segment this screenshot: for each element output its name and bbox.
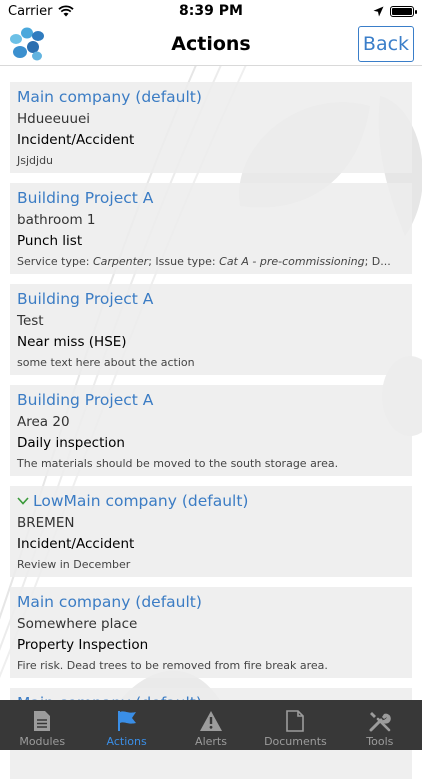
tab-alerts[interactable] — [169, 700, 253, 750]
actions-list-view[interactable] — [0, 66, 422, 700]
card-description: The materials should be moved to the south storage area. — [17, 457, 339, 470]
carrier-label: Carrier — [8, 3, 53, 19]
card-action-type: Near miss (HSE) — [17, 334, 127, 350]
card-description: Jsjdjdu — [17, 154, 54, 167]
action-card[interactable] — [10, 82, 412, 173]
card-company: Main company (default) — [17, 593, 202, 611]
action-card[interactable] — [10, 385, 412, 476]
status-bar — [0, 0, 422, 22]
tab-label: Modules — [19, 735, 66, 748]
navigation-bar — [0, 22, 422, 66]
location-arrow-icon — [373, 6, 384, 17]
tab-label: Documents — [264, 735, 327, 748]
card-action-type: Incident/Accident — [17, 536, 135, 552]
card-action-type: Incident/Accident — [17, 132, 135, 148]
card-company: Building Project A — [17, 189, 154, 207]
card-description: Service type: Carpenter; Issue type: Cat A - pre-commissioning; D... — [17, 255, 391, 268]
card-company: Building Project A — [17, 391, 154, 409]
card-location: Hdueeuuei — [17, 111, 91, 127]
card-company: LowMain company (default) — [17, 490, 405, 513]
tab-bar — [0, 700, 422, 750]
tools-icon — [369, 710, 391, 732]
card-description: Review in December — [17, 558, 131, 571]
action-card[interactable] — [10, 587, 412, 678]
tab-modules[interactable] — [0, 700, 84, 750]
card-action-type: Property Inspection — [17, 637, 149, 653]
tab-label: Actions — [106, 735, 147, 748]
page-title: Actions — [171, 32, 251, 55]
wifi-icon — [58, 5, 74, 17]
actions-list — [0, 66, 422, 779]
file-icon — [286, 710, 304, 732]
card-description: some text here about the action — [17, 356, 195, 369]
card-location: Test — [17, 313, 44, 329]
action-card[interactable] — [10, 284, 412, 375]
action-card[interactable] — [10, 183, 412, 274]
tab-actions[interactable] — [84, 700, 168, 750]
flag-icon — [116, 710, 138, 732]
tab-label: Tools — [366, 735, 394, 748]
card-location: Somewhere place — [17, 616, 138, 632]
chevron-down-icon — [17, 497, 29, 505]
back-button[interactable]: Back — [358, 26, 414, 62]
card-action-type: Punch list — [17, 233, 83, 249]
tab-tools[interactable] — [338, 700, 422, 750]
card-location: bathroom 1 — [17, 212, 96, 228]
document-icon — [33, 710, 51, 732]
card-company: Building Project A — [17, 290, 154, 308]
tab-documents[interactable] — [253, 700, 337, 750]
tab-label: Alerts — [195, 735, 227, 748]
card-description: Fire risk. Dead trees to be removed from fire break area. — [17, 659, 328, 672]
status-time: 8:39 PM — [179, 3, 243, 19]
app-logo-icon — [8, 25, 48, 63]
card-action-type: Daily inspection — [17, 435, 125, 451]
card-company: Main company (default) — [17, 88, 202, 106]
action-card[interactable] — [10, 486, 412, 577]
card-location: Area 20 — [17, 414, 70, 430]
card-location: BREMEN — [17, 515, 75, 531]
battery-icon — [390, 6, 414, 17]
warning-icon — [199, 710, 223, 732]
